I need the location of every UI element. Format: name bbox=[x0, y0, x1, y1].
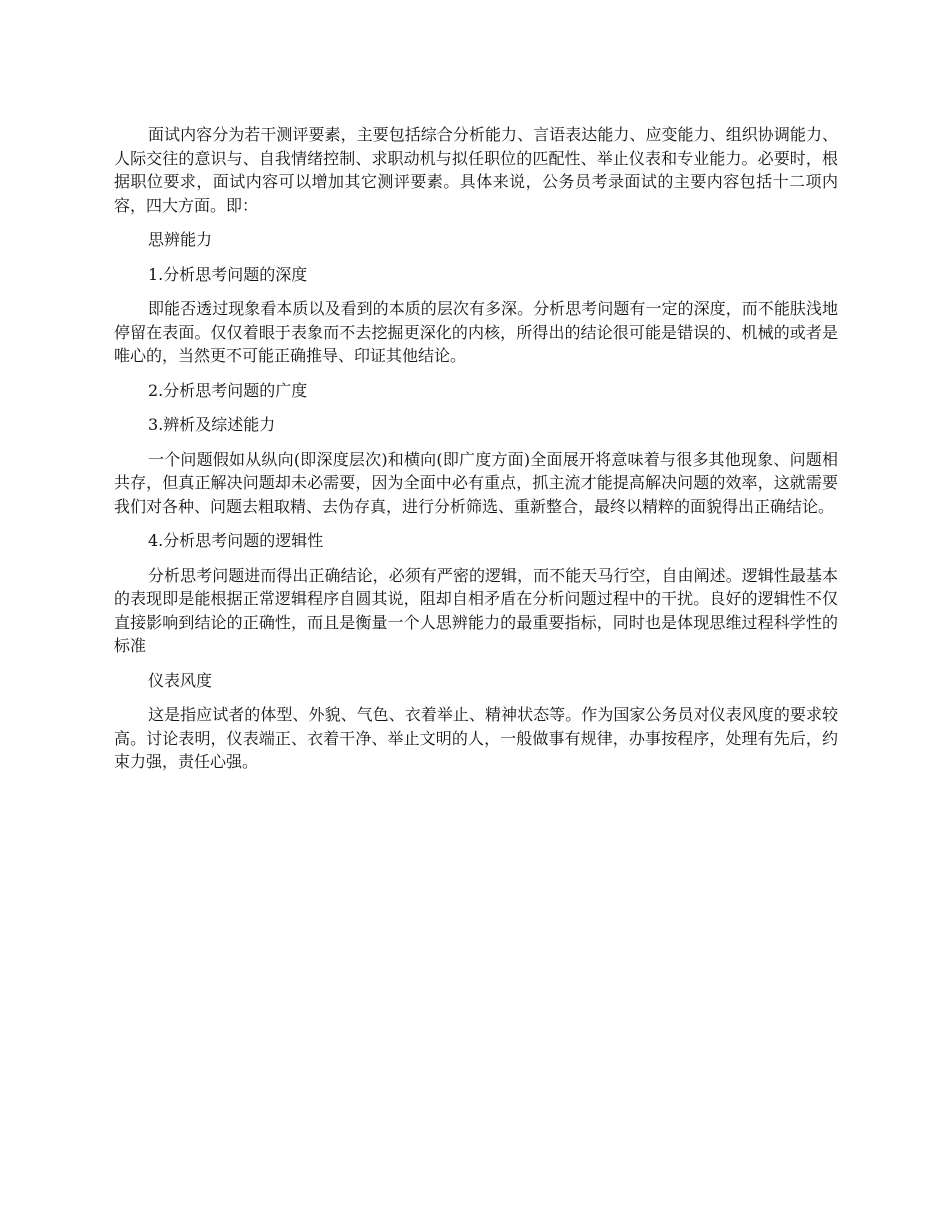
paragraph-intro: 面试内容分为若干测评要素，主要包括综合分析能力、言语表达能力、应变能力、组织协调能力、人际交往的意识与、自我情绪控制、求职动机与拟任职位的匹配性、举止仪表和专业能力。必要时，根据职位要求，面试内容可以增加其它测评要素。具体来说，公务员考录面试的主要内容包括十二项内容，四大方面。即： bbox=[114, 125, 838, 215]
paragraph-depth: 即能否透过现象看本质以及看到的本质的层次有多深。分析思考问题有一定的深度，而不能肤浅地停留在表面。仅仅着眼于表象而不去挖掘更深化的内核，所得出的结论很可能是错误的、机械的或者是唯心的，当然更不可能正确推导、印证其他结论。 bbox=[114, 299, 838, 365]
subheading-logic: 4.分析思考问题的逻辑性 bbox=[148, 531, 324, 550]
section-heading-demeanor: 仪表风度 bbox=[148, 670, 213, 690]
document-body bbox=[114, 123, 838, 785]
paragraph-logic: 分析思考问题进而得出正确结论，必须有严密的逻辑，而不能天马行空，自由阐述。逻辑性最基本的表现即是能根据正常逻辑程序自圆其说，阻却自相矛盾在分析问题过程中的干扰。良好的逻辑性不仅直接影响到结论的正确性，而且是衡量一个人思辨能力的最重要指标，同时也是体现思维过程科学性的标准 bbox=[114, 565, 838, 655]
subheading-synthesis: 3.辨析及综述能力 bbox=[148, 415, 276, 434]
paragraph-synthesis: 一个问题假如从纵向(即深度层次)和横向(即广度方面)全面展开将意味着与很多其他现象、问题相共存，但真正解决问题却未必需要，因为全面中必有重点，抓主流才能提高解决问题的效率，这就需要我们对各种、问题去粗取精、去伪存真，进行分析筛选、重新整合，最终以精粹的面貌得出正确结论。 bbox=[114, 449, 838, 516]
subheading-depth: 1.分析思考问题的深度 bbox=[148, 264, 308, 284]
paragraph-demeanor: 这是指应试者的体型、外貌、气色、衣着举止、精神状态等。作为国家公务员对仪表风度的要求较高。讨论表明，仪表端正、衣着干净、举止文明的人，一般做事有规律，办事按程序，处理有先后，约束力强，责任心强。 bbox=[114, 705, 838, 771]
section-heading-reasoning: 思辨能力 bbox=[148, 230, 213, 249]
subheading-breadth: 2.分析思考问题的广度 bbox=[148, 380, 308, 400]
